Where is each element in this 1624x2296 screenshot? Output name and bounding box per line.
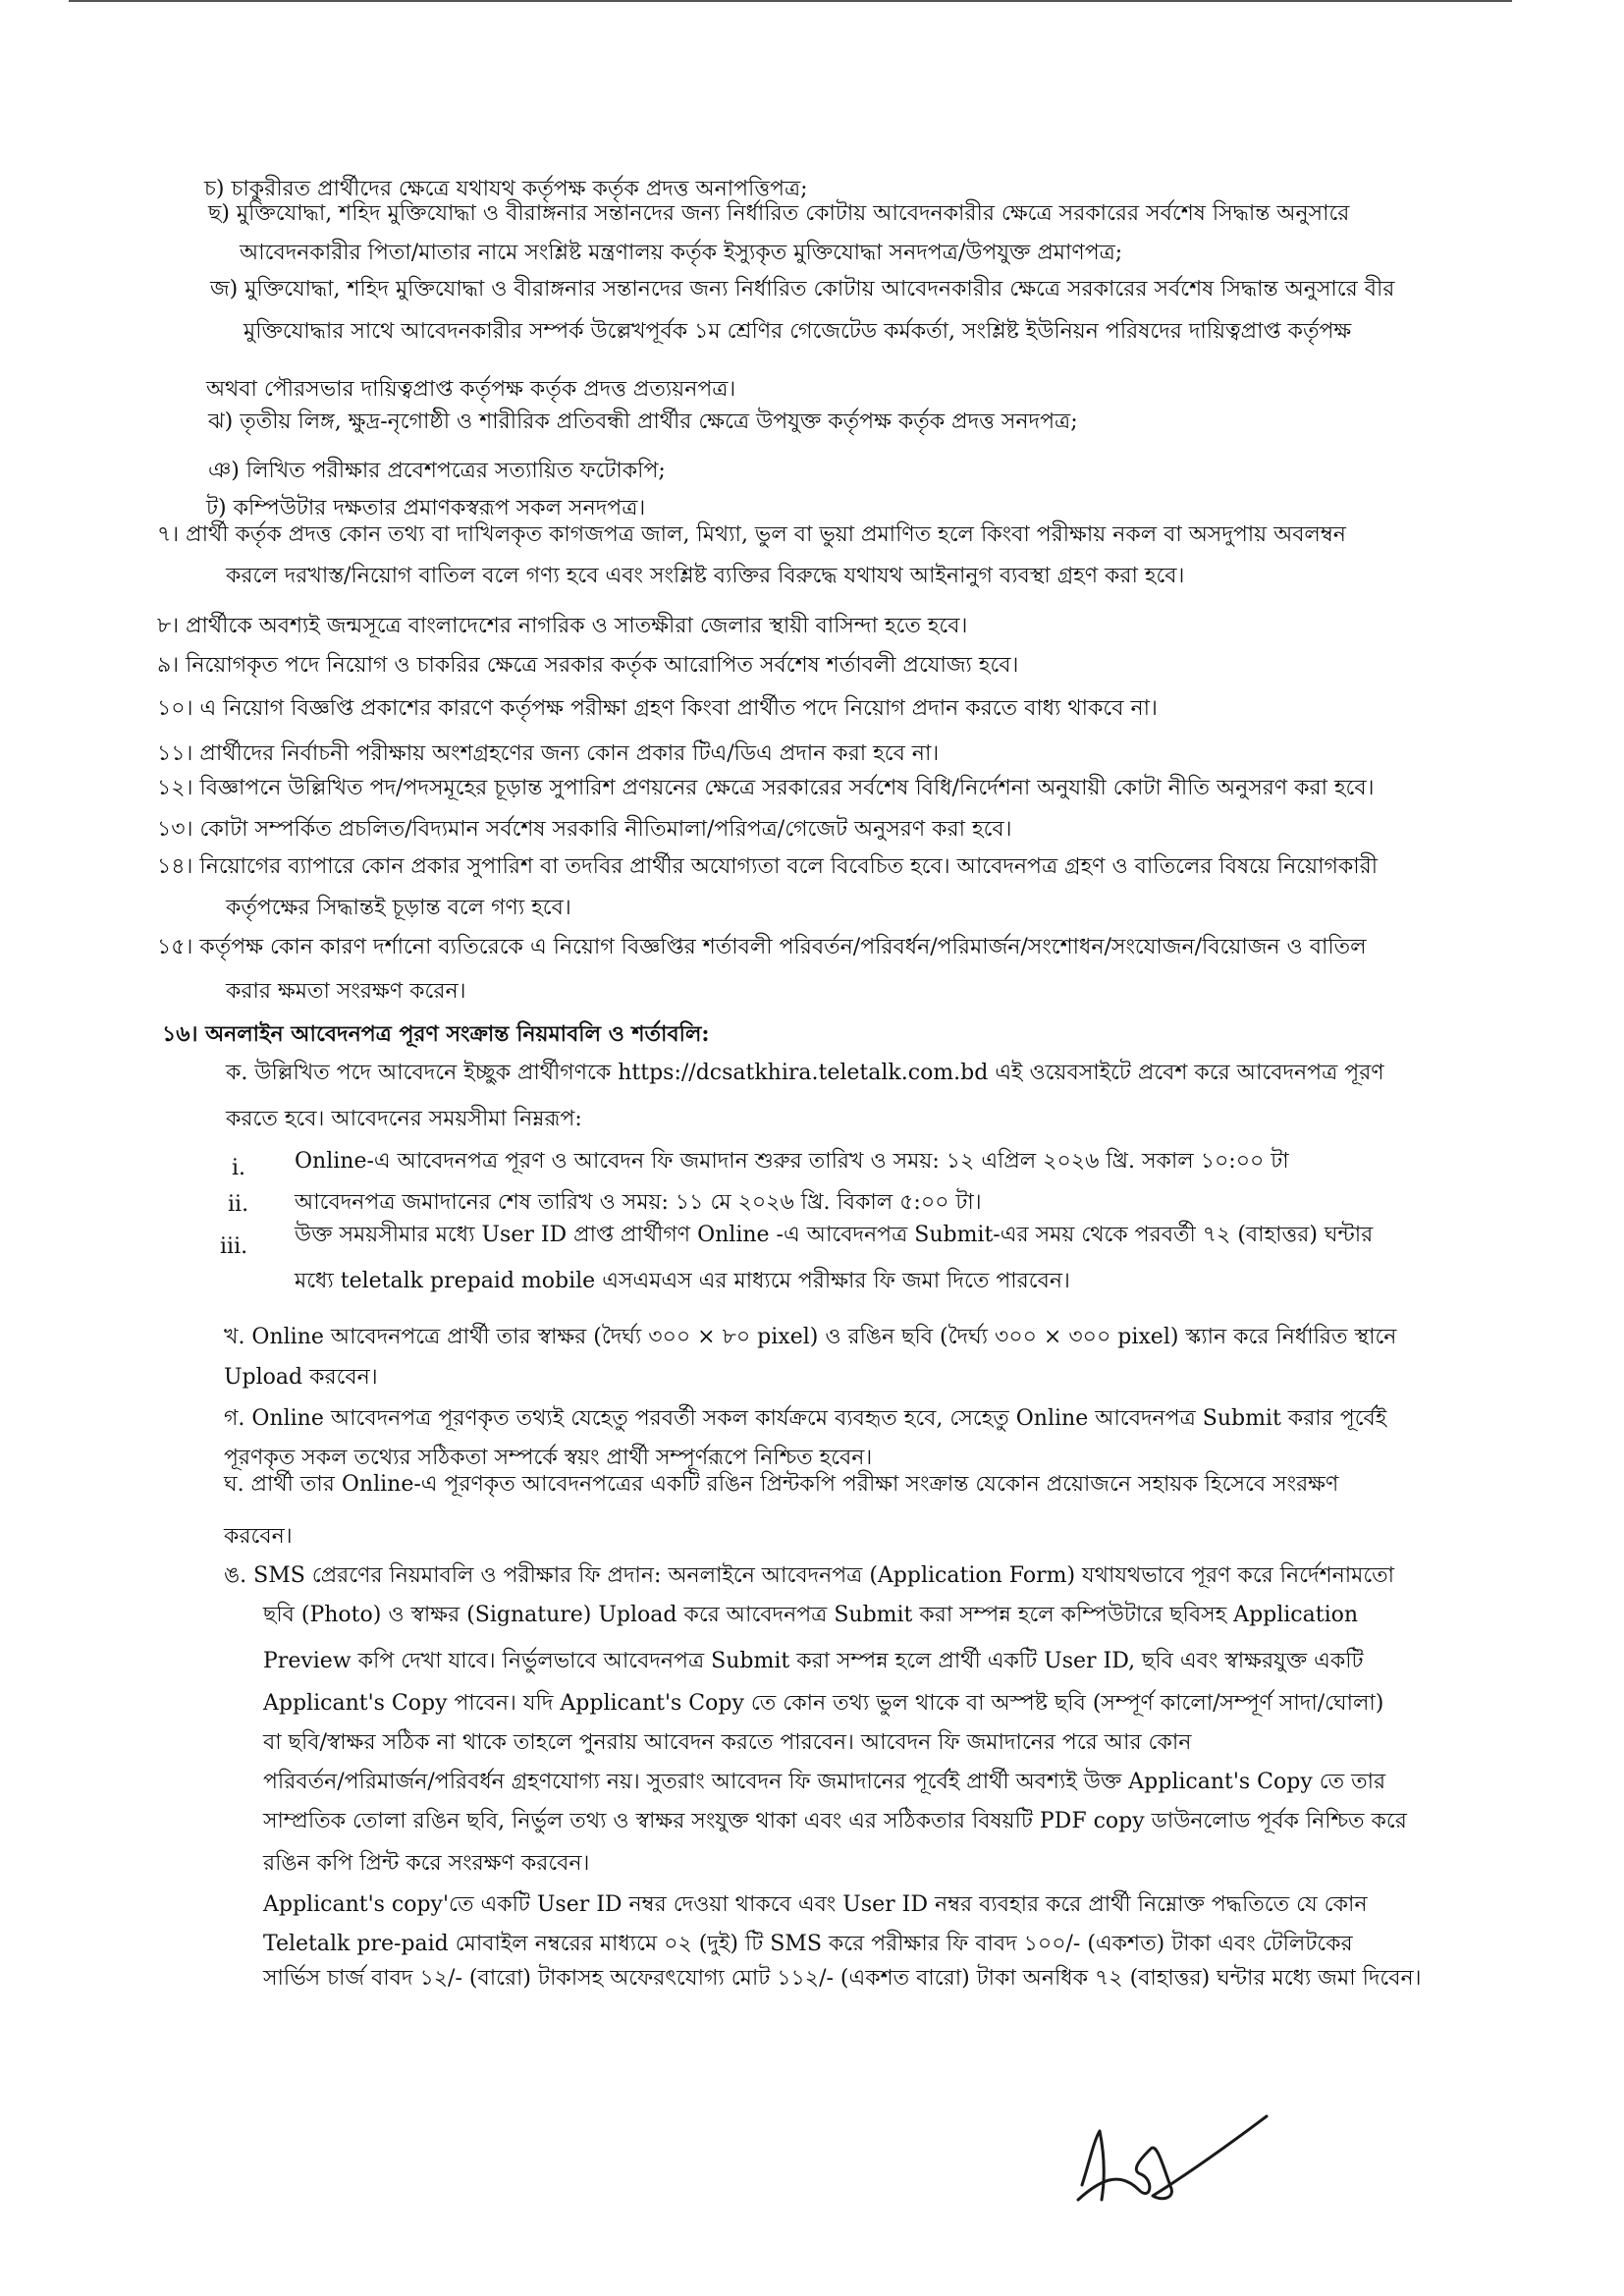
item-16-nga-line2: ছবি (Photo) ও স্বাক্ষর (Signature) Upload করে আবেদনপত্র Submit করা সম্পন্ন হলে কম্পিউটারে ছবিসহ Application	[263, 1603, 1359, 1627]
item-16-nga-line1: ঙ. SMS প্রেরণের নিয়মাবলি ও পরীক্ষার ফি প্রদান: অনলাইনে আবেদনপত্র (Application Form) যথাযথভাবে পূরণ করে নির্দেশনামতো	[224, 1563, 1395, 1588]
date-start: Online-এ আবেদনপত্র পূরণ ও আবেদন ফি জমাদান শুরুর তারিখ ও সময়: ১২ এপ্রিল ২০২৬ খ্রি. সকাল ১০:০০ টা	[295, 1149, 1289, 1174]
item-15-line1: ১৫। কর্তৃপক্ষ কোন কারণ দর্শানো ব্যতিরেকে এ নিয়োগ বিজ্ঞপ্তির শর্তাবলী পরিবর্তন/পরিবর্ধন/পরিমার্জন/সংশোধন/সংযোজন/বিয়োজন ও বাতিল	[157, 935, 1367, 959]
sms-instructions-line3: সার্ভিস চার্জ বাবদ ১২/- (বারো) টাকাসহ অফেরৎযোগ্য মোট ১১২/- (একশত বারো) টাকা অনধিক ৭২ (বাহাত্তর) ঘন্টার মধ্যে জমা দিবেন।	[263, 1966, 1422, 1991]
top-border-line	[69, 0, 1512, 2]
fee-deadline-line2: মধ্যে teletalk prepaid mobile এসএমএস এর মাধ্যমে পরীক্ষার ফি জমা দিতে পারবেন।	[295, 1269, 1070, 1293]
item-16-nga-line8: রঙিন কপি প্রিন্ট করে সংরক্ষণ করবেন।	[263, 1851, 590, 1876]
clause-ja-line2: মুক্তিযোদ্ধার সাথে আবেদনকারীর সম্পর্ক উল্লেখপূর্বক ১ম শ্রেণির গেজেটেড কর্মকর্তা, সংশ্লিষ্ট ইউনিয়ন পরিষদের দায়িত্বপ্রাপ্ত কর্তৃপক্ষ	[244, 319, 1352, 344]
clause-cha: চ) চাকুরীরত প্রার্থীদের ক্ষেত্রে যথাযথ কর্তৃপক্ষ কর্তৃক প্রদত্ত অনাপত্তিপত্র;	[204, 177, 808, 201]
item-11: ১১। প্রার্থীদের নির্বাচনী পরীক্ষায় অংশগ্রহণের জন্য কোন প্রকার টিএ/ডিএ প্রদান করা হবে না।	[157, 741, 940, 766]
item-16-ka-line2: করতে হবে। আবেদনের সময়সীমা নিম্নরূপ:	[226, 1107, 582, 1131]
clause-chha-line2: আবেদনকারীর পিতা/মাতার নামে সংশ্লিষ্ট মন্ত্রণালয় কর্তৃক ইস্যুকৃত মুক্তিযোদ্ধা সনদপত্র/উপযুক্ত প্রমাণপত্র;	[240, 241, 1123, 265]
clause-jha: ঝ) তৃতীয় লিঙ্গ, ক্ষুদ্র-নৃগোষ্ঠী ও শারীরিক প্রতিবন্ধী প্রার্থীর ক্ষেত্রে উপযুক্ত কর্তৃপক্ষ কর্তৃক প্রদত্ত সনদপত্র;	[208, 410, 1078, 434]
item-16-ka-line1: ক. উল্লিখিত পদে আবেদনে ইচ্ছুক প্রার্থীগণকে https://dcsatkhira.teletalk.com.bd এই ওয়েবসাইটে প্রবেশ করে আবেদনপত্র পূরণ	[226, 1061, 1384, 1085]
item-16-nga-line3: Preview কপি দেখা যাবে। নির্ভুলভাবে আবেদনপত্র Submit করা সম্পন্ন হলে প্রার্থী একটি User ID, ছবি এবং স্বাক্ষরযুক্ত একটি	[263, 1649, 1364, 1673]
item-8: ৮। প্রার্থীকে অবশ্যই জন্মসূত্রে বাংলাদেশের নাগরিক ও সাতক্ষীরা জেলার স্থায়ী বাসিন্দা হতে হবে।	[157, 614, 968, 638]
sms-instructions-line1: Applicant's copy'তে একটি User ID নম্বর দেওয়া থাকবে এবং User ID নম্বর ব্যবহার করে প্রার্থী নিম্নোক্ত পদ্ধতিতে যে কোন	[263, 1892, 1368, 1917]
item-16-gha-line1: ঘ. প্রার্থী তার Online-এ পূরণকৃত আবেদনপত্রের একটি রঙিন প্রিন্টকপি পরীক্ষা সংক্রান্ত যেকোন প্রয়োজনে সহায়ক হিসেবে সংরক্ষণ	[224, 1472, 1339, 1497]
item-15-line2: করার ক্ষমতা সংরক্ষণ করেন।	[226, 979, 466, 1004]
item-12: ১২। বিজ্ঞাপনে উল্লিখিত পদ/পদসমূহের চূড়ান্ত সুপারিশ প্রণয়নের ক্ষেত্রে সরকারের সর্বশেষ বিধি/নির্দেশনা অনুযায়ী কোটা নীতি অনুসরণ করা হবে।	[157, 776, 1375, 800]
sms-instructions-line2: Teletalk pre-paid মোবাইল নম্বরের মাধ্যমে ০২ (দুই) টি SMS করে পরীক্ষার ফি বাবদ ১০০/- (একশত) টাকা এবং টেলিটকের	[263, 1932, 1353, 1956]
roman-i: i.	[232, 1156, 246, 1180]
item-9: ৯। নিয়োগকৃত পদে নিয়োগ ও চাকরির ক্ষেত্রে সরকার কর্তৃক আরোপিত সর্বশেষ শর্তাবলী প্রযোজ্য হবে।	[157, 653, 1019, 678]
date-end: আবেদনপত্র জমাদানের শেষ তারিখ ও সময়: ১১ মে ২০২৬ খ্রি. বিকাল ৫:০০ টা।	[295, 1190, 982, 1215]
roman-iii: iii.	[220, 1234, 248, 1259]
item-16-kha-line2: Upload করবেন।	[224, 1365, 378, 1390]
clause-ja-line3: অথবা পৌরসভার দায়িত্বপ্রাপ্ত কর্তৃপক্ষ কর্তৃক প্রদত্ত প্রত্যয়নপত্র।	[206, 377, 736, 402]
item-14-line2: কর্তৃপক্ষের সিদ্ধান্তই চূড়ান্ত বলে গণ্য হবে।	[226, 896, 571, 920]
clause-nya: ঞ) লিখিত পরীক্ষার প্রবেশপত্রের সত্যায়িত ফটোকপি;	[208, 459, 666, 483]
item-16-gha-line2: করবেন।	[224, 1524, 293, 1549]
signature-mark	[1060, 2092, 1276, 2219]
fee-deadline-line1: উক্ত সময়সীমার মধ্যে User ID প্রাপ্ত প্রার্থীগণ Online -এ আবেদনপত্র Submit-এর সময় থেকে পরবর্তী ৭২ (বাহাত্তর) ঘন্টার	[295, 1223, 1374, 1247]
item-16-nga-line7: সাম্প্রতিক তোলা রঙিন ছবি, নির্ভুল তথ্য ও স্বাক্ষর সংযুক্ত থাকা এবং এর সঠিকতার বিষয়টি PDF copy ডাউনলোড পূর্বক নিশ্চিত করে	[263, 1809, 1407, 1833]
item-10: ১০। এ নিয়োগ বিজ্ঞপ্তি প্রকাশের কারণে কর্তৃপক্ষ পরীক্ষা গ্রহণ কিংবা প্রার্থীত পদে নিয়োগ প্রদান করতে বাধ্য থাকবে না।	[157, 696, 1158, 721]
item-16-nga-line4: Applicant's Copy পাবেন। যদি Applicant's Copy তে কোন তথ্য ভুল থাকে বা অস্পষ্ট ছবি (সম্পূর্ণ কালো/সম্পূর্ণ সাদা/ঘোলা)	[263, 1691, 1384, 1716]
item-16-kha-line1: খ. Online আবেদনপত্রে প্রার্থী তার স্বাক্ষর (দৈর্ঘ্য ৩০০ × ৮০ pixel) ও রঙিন ছবি (দৈর্ঘ্য ৩০০ × ৩০০ pixel) স্ক্যান করে নির্ধারিত স্থানে	[224, 1325, 1397, 1349]
item-7-line1: ৭। প্রার্থী কর্তৃক প্রদত্ত কোন তথ্য বা দাখিলকৃত কাগজপত্র জাল, মিথ্যা, ভুল বা ভুয়া প্রমাণিত হলে কিংবা পরীক্ষায় নকল বা অসদুপায় অবলম্বন	[157, 522, 1346, 547]
item-7-line2: করলে দরখাস্ত/নিয়োগ বাতিল বলে গণ্য হবে এবং সংশ্লিষ্ট ব্যক্তির বিরুদ্ধে যথাযথ আইনানুগ ব্যবস্থা গ্রহণ করা হবে।	[226, 564, 1185, 588]
item-16-heading: ১৬। অনলাইন আবেদনপত্র পূরণ সংক্রান্ত নিয়মাবলি ও শর্তাবলি:	[162, 1021, 710, 1047]
clause-ta: ট) কম্পিউটার দক্ষতার প্রমাণকস্বরূপ সকল সনদপত্র।	[206, 496, 646, 520]
roman-ii: ii.	[228, 1192, 249, 1217]
item-16-nga-line5: বা ছবি/স্বাক্ষর সঠিক না থাকে তাহলে পুনরায় আবেদন করতে পারবেন। আবেদন ফি জমাদানের পরে আর কোন	[263, 1730, 1192, 1755]
item-16-ga-line1: গ. Online আবেদনপত্র পূরণকৃত তথ্যই যেহেতু পরবর্তী সকল কার্যক্রমে ব্যবহৃত হবে, সেহেতু Online আবেদনপত্র Submit করার পূর্বেই	[224, 1406, 1387, 1431]
clause-chha-line1: ছ) মুক্তিযোদ্ধা, শহিদ মুক্তিযোদ্ধা ও বীরাঙ্গনার সন্তানদের জন্য নির্ধারিত কোটায় আবেদনকারীর ক্ষেত্রে সরকারের সর্বশেষ সিদ্ধান্ত অনুসারে	[208, 201, 1350, 226]
clause-ja-line1: জ) মুক্তিযোদ্ধা, শহিদ মুক্তিযোদ্ধা ও বীরাঙ্গনার সন্তানদের জন্য নির্ধারিত কোটায় আবেদনকারীর ক্ষেত্রে সরকারের সর্বশেষ সিদ্ধান্ত অনুসারে বীর	[210, 277, 1395, 301]
item-14-line1: ১৪। নিয়োগের ব্যাপারে কোন প্রকার সুপারিশ বা তদবির প্রার্থীর অযোগ্যতা বলে বিবেচিত হবে। আবেদনপত্র গ্রহণ ও বাতিলের বিষয়ে নিয়োগকারী	[157, 854, 1379, 879]
item-13: ১৩। কোটা সম্পর্কিত প্রচলিত/বিদ্যমান সর্বশেষ সরকারি নীতিমালা/পরিপত্র/গেজেট অনুসরণ করা হবে।	[157, 817, 1012, 842]
item-16-ga-line2: পূরণকৃত সকল তথ্যের সঠিকতা সম্পর্কে স্বয়ং প্রার্থী সম্পূর্ণরূপে নিশ্চিত হবেন।	[224, 1446, 873, 1470]
item-16-nga-line6: পরিবর্তন/পরিমার্জন/পরিবর্ধন গ্রহণযোগ্য নয়। সুতরাং আবেদন ফি জমাদানের পূর্বেই প্রার্থী অবশ্যই উক্ত Applicant's Copy তে তার	[263, 1770, 1386, 1794]
